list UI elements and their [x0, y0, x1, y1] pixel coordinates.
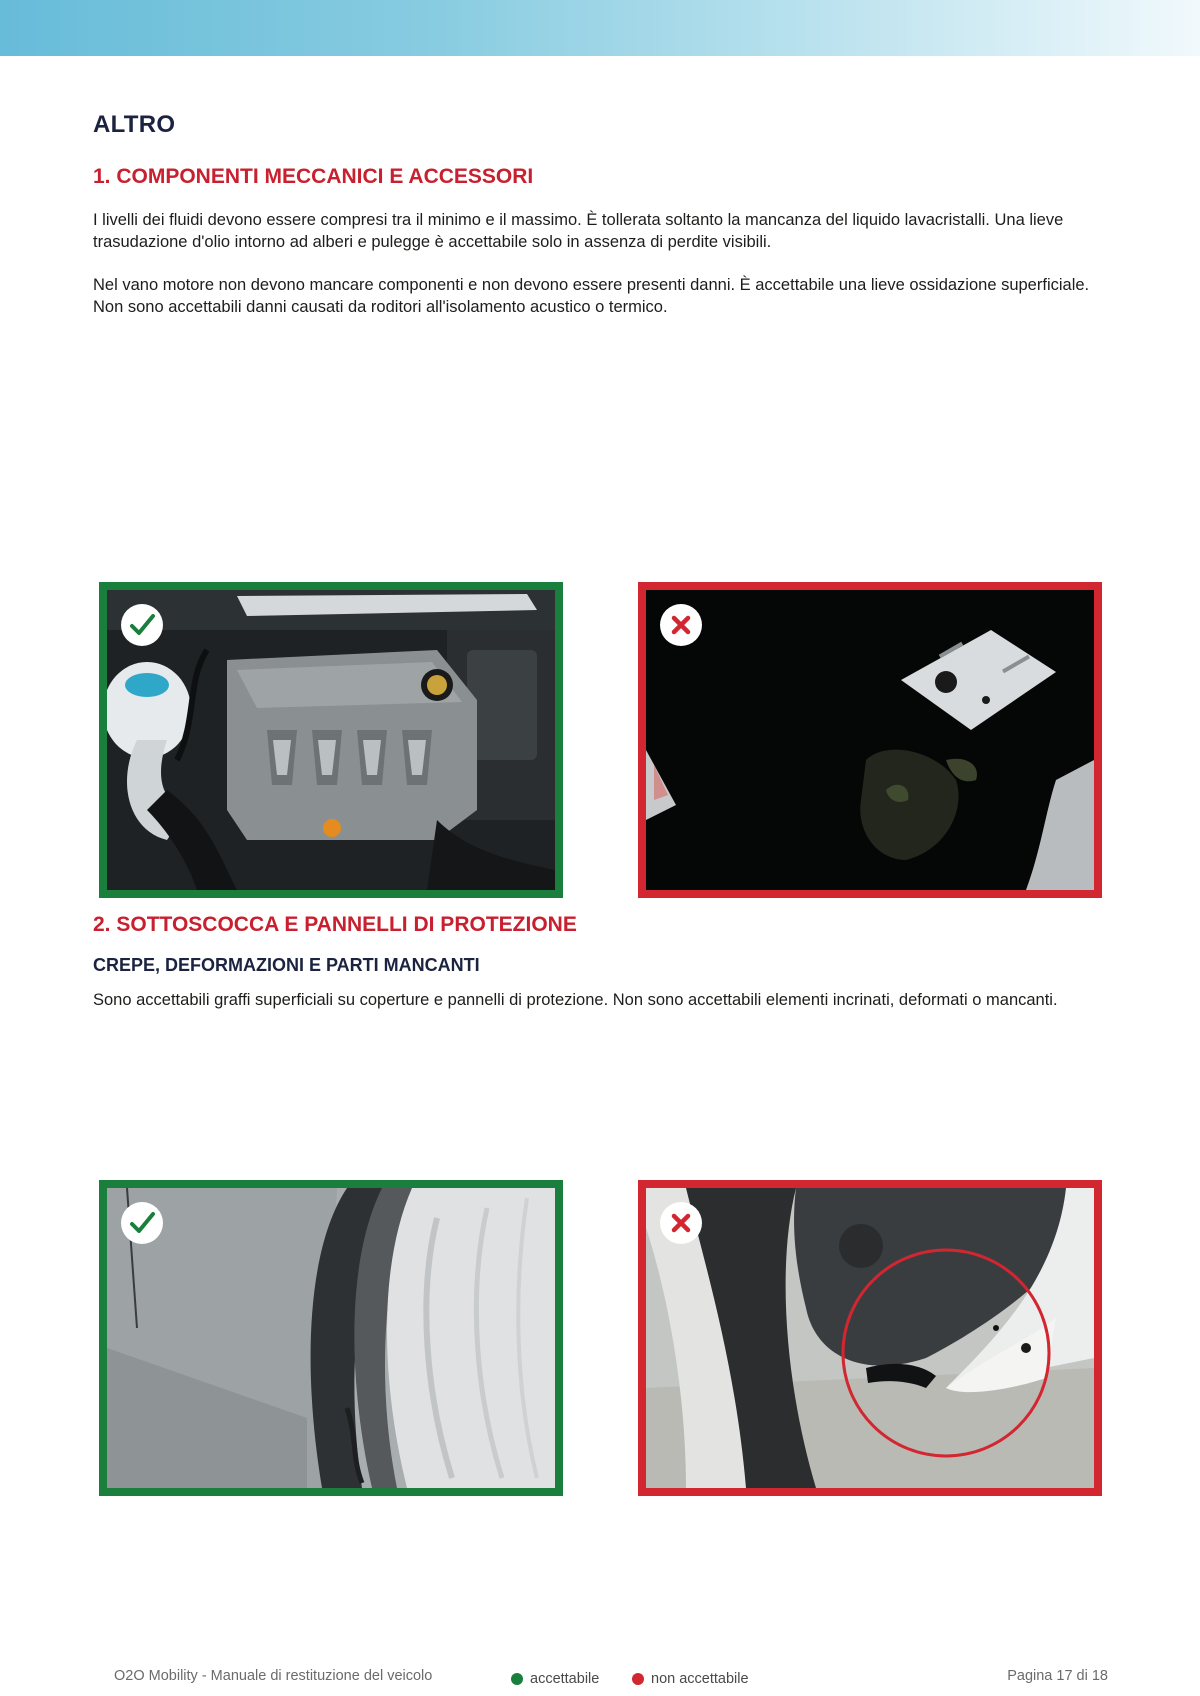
damaged-liner-image: [646, 1188, 1094, 1488]
legend-not-acceptable-label: non accettabile: [651, 1671, 749, 1687]
section-1-paragraph-2: Nel vano motore non devono mancare componenti e non devono essere presenti danni. È accettabile una lieve ossidazione superficiale. Non sono accettabili danni causati da roditori all'isolamento acustico o termico.: [93, 276, 1090, 316]
engine-bay-image: [107, 590, 555, 890]
green-dot-icon: [511, 1673, 523, 1685]
section-2-paragraph: Sono accettabili graffi superficiali su coperture e pannelli di protezione. Non sono accettabili elementi incrinati, deformati o mancanti.: [93, 991, 1058, 1009]
section-1-title: 1. COMPONENTI MECCANICI E ACCESSORI: [93, 165, 534, 188]
photo-wheel-arch-acceptable: [99, 1180, 563, 1496]
footer-document-title: O2O Mobility - Manuale di restituzione del veicolo: [114, 1668, 433, 1684]
badge-not-acceptable: [660, 604, 702, 646]
wheel-arch-image: [107, 1188, 555, 1488]
check-icon: [127, 1208, 157, 1238]
photo-engine-bay-acceptable: [99, 582, 563, 898]
red-dot-icon: [632, 1673, 644, 1685]
photo-underhood-not-acceptable: [638, 582, 1102, 898]
check-icon: [127, 610, 157, 640]
legend-not-acceptable: [632, 1671, 749, 1687]
section-2-title: 2. SOTTOSCOCCA E PANNELLI DI PROTEZIONE: [93, 913, 577, 936]
cross-icon: [666, 1208, 696, 1238]
badge-not-acceptable: [660, 1202, 702, 1244]
cross-icon: [666, 610, 696, 640]
header-band: [0, 0, 1200, 56]
legend-acceptable: [511, 1671, 599, 1687]
badge-acceptable: [121, 1202, 163, 1244]
page-footer: [0, 1660, 1200, 1690]
legend-acceptable-label: accettabile: [530, 1671, 600, 1687]
photo-damaged-liner-not-acceptable: [638, 1180, 1102, 1496]
section-2-subtitle: CREPE, DEFORMAZIONI E PARTI MANCANTI: [93, 955, 480, 975]
page-number: Pagina 17 di 18: [1007, 1668, 1108, 1684]
badge-acceptable: [121, 604, 163, 646]
page-title: ALTRO: [93, 111, 176, 138]
underhood-damage-image: [646, 590, 1094, 890]
section-1-paragraph-1: I livelli dei fluidi devono essere compresi tra il minimo e il massimo. È tollerata soltanto la mancanza del liquido lavacristalli. Una lieve trasudazione d'olio intorno ad alberi e pulegge è accettabile solo in assenza di perdite visibili.: [93, 211, 1064, 251]
